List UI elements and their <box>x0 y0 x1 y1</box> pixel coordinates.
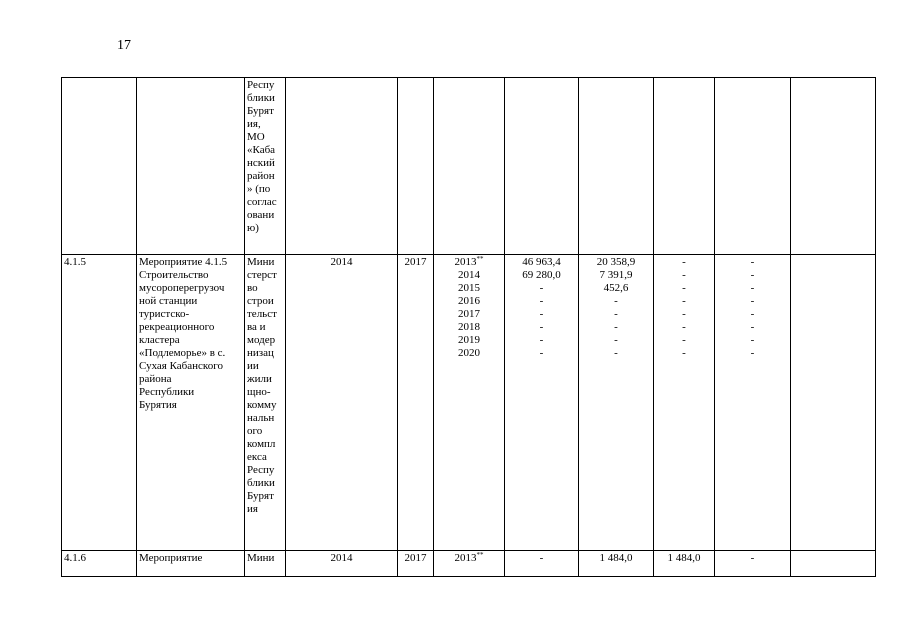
cell-years <box>434 551 505 577</box>
cell-col2: 1 484,0 <box>579 551 654 577</box>
cell-line: Бурят <box>247 105 274 117</box>
cell-line: - <box>750 282 755 294</box>
cell-line: - <box>539 347 544 359</box>
cell-line: - <box>682 308 686 320</box>
cell-line: екса <box>247 451 267 463</box>
cell-years <box>434 255 505 551</box>
cell-col4 <box>715 255 791 551</box>
cell-line: щно- <box>247 386 271 398</box>
cell-line: тельст <box>247 308 277 320</box>
cell-col2 <box>579 78 654 255</box>
cell-name <box>137 78 245 255</box>
cell-line: ого <box>247 425 263 437</box>
cell-col2 <box>579 255 654 551</box>
cell-line: 46 963,4 <box>522 256 561 268</box>
cell-line: комму <box>247 399 277 411</box>
cell-line: нский <box>247 157 275 169</box>
cell-line: 2017 <box>458 308 480 320</box>
cell-line: - <box>750 308 755 320</box>
cell-line: Респу <box>247 79 275 91</box>
cell-line: - <box>750 269 755 281</box>
cell-line: блики <box>247 92 275 104</box>
cell-start: 2014 <box>286 255 398 551</box>
cell-start: 2014 <box>286 551 398 577</box>
cell-col1: - <box>505 551 579 577</box>
cell-number: 4.1.5 <box>62 255 137 551</box>
cell-line: ия <box>247 503 258 515</box>
table-row <box>62 551 876 577</box>
cell-line: 2014 <box>458 269 480 281</box>
cell-line: Респу <box>247 464 275 476</box>
cell-empty <box>791 255 876 551</box>
cell-line: во <box>247 282 258 294</box>
cell-name <box>137 255 245 551</box>
cell-executor: Мини <box>245 551 286 577</box>
cell-col3 <box>654 78 715 255</box>
cell-line: - <box>614 347 618 359</box>
year-value: 2013 <box>454 552 477 564</box>
cell-end: 2017 <box>398 255 434 551</box>
cell-end: 2017 <box>398 551 434 577</box>
cell-line: 2019 <box>458 334 480 346</box>
cell-line: мусороперегрузоч <box>139 282 225 294</box>
cell-line: Бурятия <box>139 399 177 411</box>
cell-line: стерст <box>247 269 277 281</box>
cell-line: блики <box>247 477 275 489</box>
cell-line: - <box>682 347 686 359</box>
cell-executor <box>245 78 286 255</box>
cell-line: МО <box>247 131 265 143</box>
cell-line: ю) <box>247 222 259 234</box>
cell-line: района <box>139 373 172 385</box>
cell-line: 2020 <box>458 347 480 359</box>
cell-line: туристско- <box>139 308 190 320</box>
cell-name: Мероприятие <box>137 551 245 577</box>
cell-line: строи <box>247 295 274 307</box>
cell-line: ва и <box>247 321 266 333</box>
cell-line: - <box>682 295 686 307</box>
cell-line: 20 358,9 <box>596 256 636 268</box>
cell-line: 2015 <box>458 282 480 294</box>
year-marker: ** <box>476 255 484 263</box>
cell-line: соглас <box>247 196 277 208</box>
cell-line: - <box>750 321 755 333</box>
cell-line: 2018 <box>458 321 480 333</box>
cell-line: - <box>750 295 755 307</box>
cell-line: - <box>750 347 755 359</box>
cell-line: модер <box>247 334 276 346</box>
cell-line: ии <box>247 360 259 372</box>
cell-line: - <box>682 282 686 294</box>
cell-line: Строительство <box>139 269 209 281</box>
cell-line: ия, <box>247 118 261 130</box>
cell-line: - <box>539 295 544 307</box>
cell-col4: - <box>715 551 791 577</box>
cell-empty <box>791 78 876 255</box>
program-table <box>61 77 876 577</box>
cell-line: ной станции <box>139 295 198 307</box>
cell-line: - <box>682 256 686 268</box>
cell-line: - <box>539 321 544 333</box>
cell-line: Мероприятие 4.1.5 <box>139 256 228 268</box>
cell-col4 <box>715 78 791 255</box>
cell-line: Республики <box>139 386 195 398</box>
cell-line: низац <box>247 347 274 359</box>
cell-line: жили <box>247 373 272 385</box>
cell-end <box>398 78 434 255</box>
cell-start <box>286 78 398 255</box>
cell-line: Сухая Кабанского <box>139 360 223 372</box>
cell-line: компл <box>247 438 276 450</box>
cell-line: рекреационного <box>139 321 215 333</box>
cell-line: - <box>614 334 618 346</box>
cell-col1 <box>505 255 579 551</box>
cell-number <box>62 78 137 255</box>
cell-number: 4.1.6 <box>62 551 137 577</box>
cell-line: кластера <box>139 334 180 346</box>
table-row <box>62 78 876 255</box>
cell-col3 <box>654 255 715 551</box>
cell-line: - <box>614 295 618 307</box>
cell-line: - <box>539 334 544 346</box>
cell-line: район <box>247 170 275 182</box>
cell-line: - <box>614 308 618 320</box>
cell-col3: 1 484,0 <box>654 551 715 577</box>
cell-line: 2016 <box>458 295 480 307</box>
page-number: 17 <box>117 38 131 53</box>
cell-empty <box>791 551 876 577</box>
cell-line: Бурят <box>247 490 274 502</box>
cell-line: 69 280,0 <box>522 269 561 281</box>
cell-line: - <box>682 321 686 333</box>
cell-line: - <box>539 282 544 294</box>
cell-line: - <box>682 334 686 346</box>
table-row <box>62 255 876 551</box>
cell-line: » (по <box>247 183 271 195</box>
cell-line: 7 391,9 <box>599 269 633 281</box>
cell-line: - <box>682 269 686 281</box>
cell-line: - <box>750 334 755 346</box>
cell-years <box>434 78 505 255</box>
cell-col1 <box>505 78 579 255</box>
cell-line: - <box>614 321 618 333</box>
cell-line: - <box>539 308 544 320</box>
cell-line: «Подлеморье» в с. <box>139 347 226 359</box>
cell-line: Мини <box>247 256 275 268</box>
cell-line: 2013** <box>454 255 484 268</box>
cell-line: - <box>750 256 755 268</box>
cell-line: овани <box>247 209 275 221</box>
cell-executor <box>245 255 286 551</box>
cell-line: 452,6 <box>603 282 629 294</box>
year-marker: ** <box>476 551 484 559</box>
cell-line: «Каба <box>247 144 276 156</box>
cell-line: нальн <box>247 412 275 424</box>
